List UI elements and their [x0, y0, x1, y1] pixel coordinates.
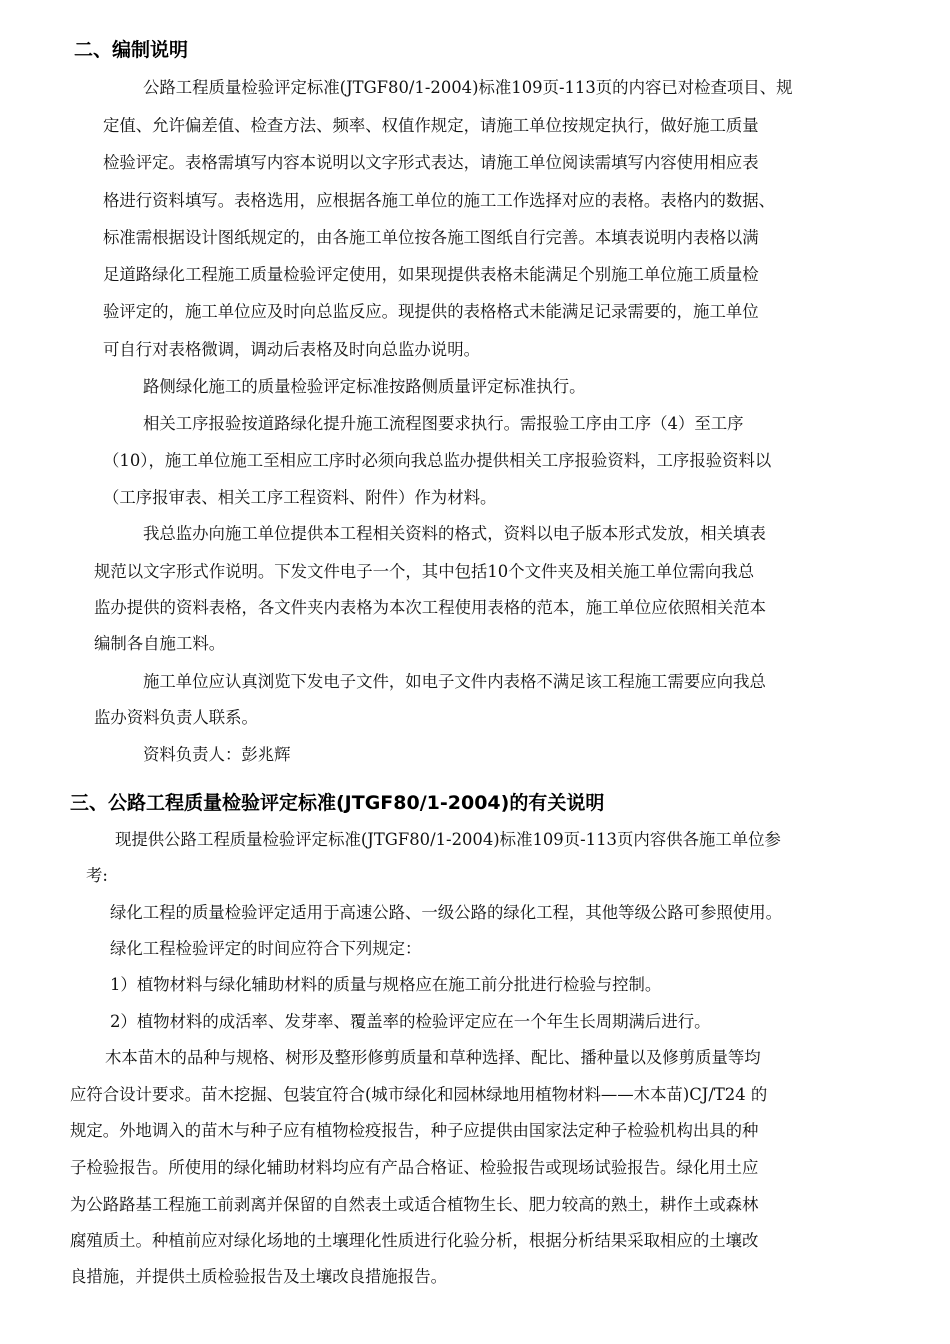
section-2-line: 路侧绿化施工的质量检验评定标准按路侧质量评定标准执行。	[143, 377, 586, 396]
section-3-line: 1）植物材料与绿化辅助材料的质量与规格应在施工前分批进行检验与控制。	[110, 975, 662, 994]
section-3-line: 木本苗木的品种与规格、树形及整形修剪质量和草种选择、配比、播种量以及修剪质量等均	[105, 1048, 761, 1067]
section-2-line: （工序报审表、相关工序工程资料、附件）作为材料。	[103, 488, 497, 507]
contact-person-line: 资料负责人：彭兆辉	[143, 745, 291, 764]
section-3-line: 2）植物材料的成活率、发芽率、覆盖率的检验评定应在一个年生长周期满后进行。	[110, 1012, 711, 1031]
section-3-line: 绿化工程的质量检验评定适用于高速公路、一级公路的绿化工程，其他等级公路可参照使用。	[110, 903, 783, 922]
section-2-line: 监办提供的资料表格，各文件夹内表格为本次工程使用表格的范本，施工单位应依照相关范本	[94, 598, 767, 617]
section-3-line: 现提供公路工程质量检验评定标准(JTGF80/1-2004)标准109页-113页内容供各施工单位参	[115, 830, 781, 849]
section-3-line: 为公路路基工程施工前剥离并保留的自然表土或适合植物生长、肥力较高的熟土，耕作土或森林	[70, 1195, 759, 1214]
section-2-line: 格进行资料填写。表格选用，应根据各施工单位的施工工作选择对应的表格。表格内的数据、	[103, 191, 776, 210]
section-2-line: 足道路绿化工程施工质量检验评定使用，如果现提供表格未能满足个别施工单位施工质量检	[103, 265, 759, 284]
section-2-line: 检验评定。表格需填写内容本说明以文字形式表达，请施工单位阅读需填写内容使用相应表	[103, 153, 759, 172]
section-3-heading: 三、公路工程质量检验评定标准(JTGF80/1-2004)的有关说明	[70, 792, 605, 814]
section-3-line: 应符合设计要求。苗木挖掘、包装宜符合(城市绿化和园林绿地用植物材料——木本苗)CJ/T24 的	[70, 1085, 768, 1104]
section-3-line: 考:	[86, 866, 108, 885]
section-2-line: 监办资料负责人联系。	[94, 708, 258, 727]
section-2-line: 标准需根据设计图纸规定的，由各施工单位按各施工图纸自行完善。本填表说明内表格以满	[103, 228, 759, 247]
section-3-line: 腐殖质土。种植前应对绿化场地的土壤理化性质进行化验分析，根据分析结果采取相应的土壤改	[70, 1231, 759, 1250]
section-2-line: 规范以文字形式作说明。下发文件电子一个，其中包括10个文件夹及相关施工单位需向我总	[94, 562, 755, 581]
section-3-line: 子检验报告。所使用的绿化辅助材料均应有产品合格证、检验报告或现场试验报告。绿化用土应	[70, 1158, 759, 1177]
section-2-line: 可自行对表格微调，调动后表格及时向总监办说明。	[103, 340, 480, 359]
section-3-line: 绿化工程检验评定的时间应符合下列规定：	[110, 939, 422, 958]
section-2-line: 我总监办向施工单位提供本工程相关资料的格式，资料以电子版本形式发放，相关填表	[143, 524, 766, 543]
section-3-line: 良措施，并提供土质检验报告及土壤改良措施报告。	[70, 1267, 447, 1286]
section-3-line: 规定。外地调入的苗木与种子应有植物检疫报告，种子应提供由国家法定种子检验机构出具的种	[70, 1121, 759, 1140]
section-2-line: 定值、允许偏差值、检查方法、频率、权值作规定，请施工单位按规定执行，做好施工质量	[103, 116, 759, 135]
section-2-line: 公路工程质量检验评定标准(JTGF80/1-2004)标准109页-113页的内容已对检查项目、规	[143, 78, 793, 97]
section-2-line: （10），施工单位施工至相应工序时必须向我总监办提供相关工序报验资料，工序报验资料以	[103, 451, 772, 470]
section-2-line: 验评定的，施工单位应及时向总监反应。现提供的表格格式未能满足记录需要的，施工单位	[103, 302, 759, 321]
section-2-heading: 二、编制说明	[74, 39, 189, 61]
section-2-line: 施工单位应认真浏览下发电子文件，如电子文件内表格不满足该工程施工需要应向我总	[143, 672, 766, 691]
section-2-line: 编制各自施工料。	[94, 634, 226, 653]
section-2-line: 相关工序报验按道路绿化提升施工流程图要求执行。需报验工序由工序（4）至工序	[143, 414, 744, 433]
